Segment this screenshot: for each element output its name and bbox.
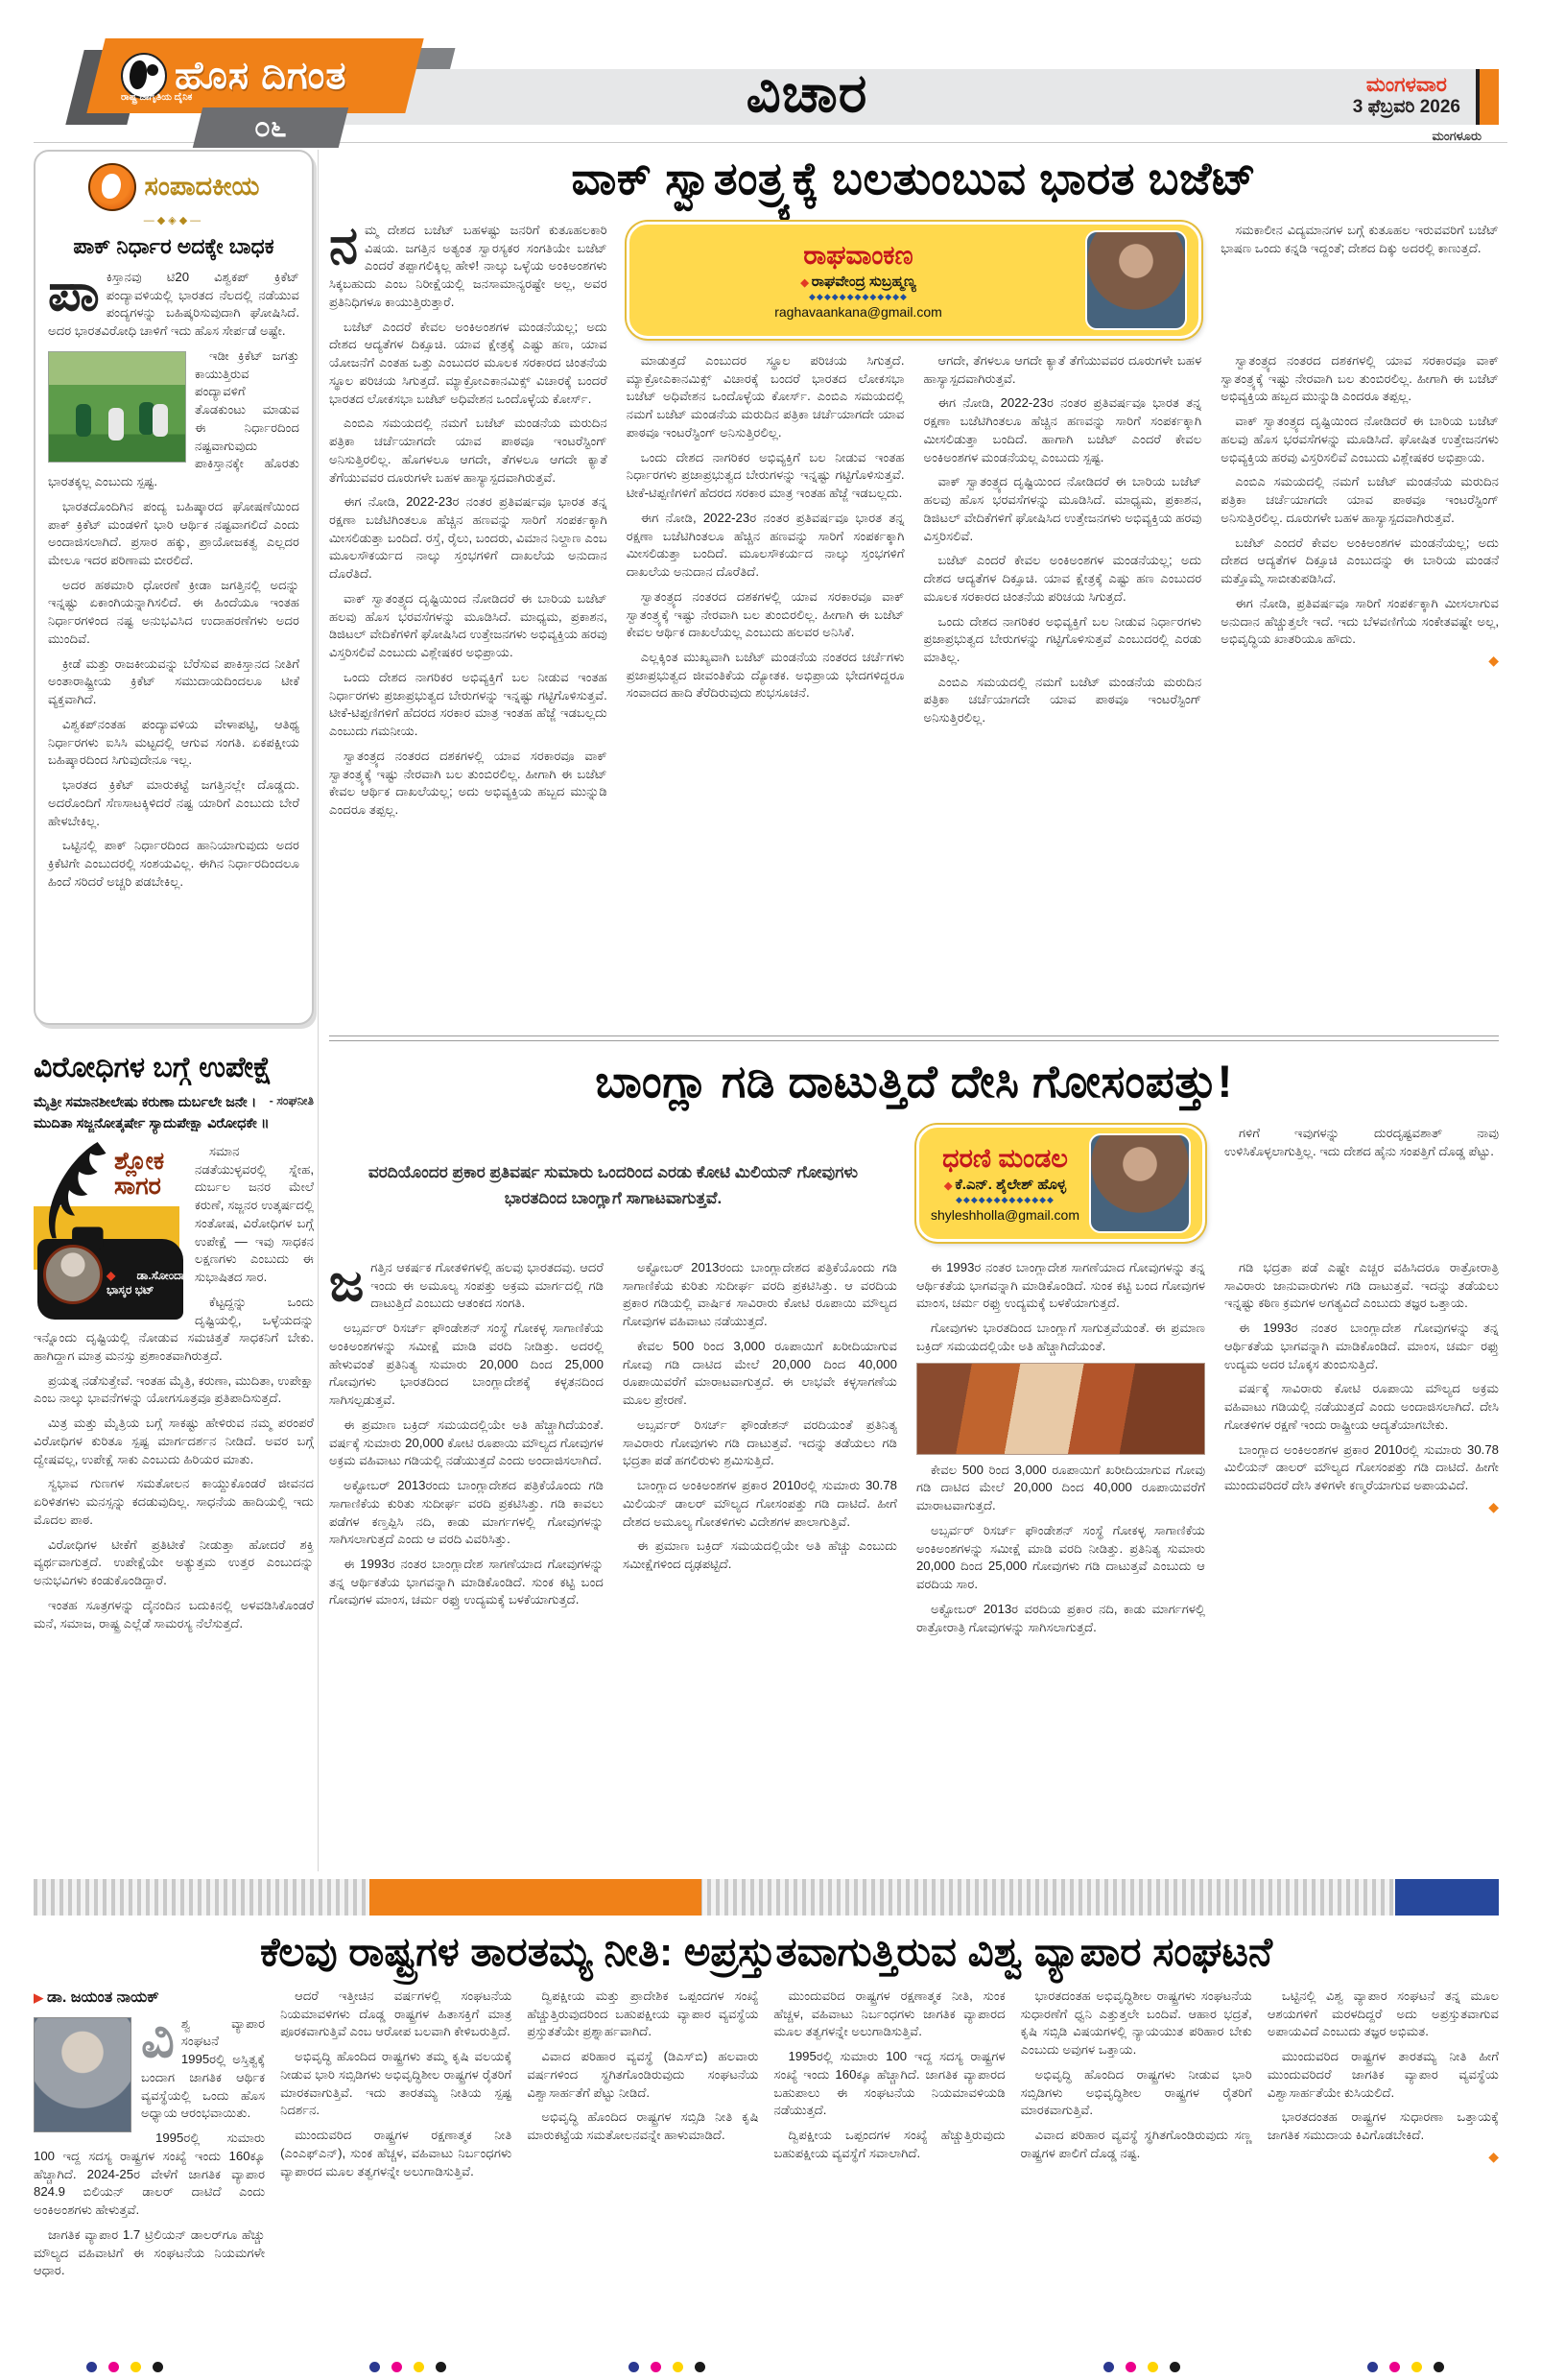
article2-col2	[623, 1259, 897, 1862]
lead-text: ಮ್ಮ ದೇಶದ ಬಜೆಟ್ ಬಹಳಷ್ಟು ಜನರಿಗೆ ಕುತೂಹಲಕಾರಿ ವಿಷಯ. ಜಗತ್ತಿನ ಅತ್ಯಂತ ಸ್ವಾರಸ್ಯಕರ ಸಂಗತಿಯೇ ಬಜೆಟ್ ಎಂದರೆ ತಪ್ಪಾಗಲಿಕ್ಕಿಲ್ಲ ಹೇಳಿ! ನಾಲ್ಕು ಒಳ್ಳೆಯ ಅಂಕಿಅಂಶಗಳು ಸಿಕ್ಕಬಹುದು ಎಂಬ ನಿರೀಕ್ಷೆಯಲ್ಲಿ ಜನಸಾಮಾನ್ಯರಷ್ಟೇ ಅಲ್ಲ, ಅವರ ಪ್ರತಿನಿಧಿಗಳೂ ಕಾಯುತ್ತಿರುತ್ತಾರೆ.	[329, 223, 607, 309]
article3-col6-paragraphs	[1268, 1987, 1499, 2145]
badge-title-line2: ಸಾಗರ	[114, 1172, 161, 1200]
columnist-name-text: ಡಾ.ಸೋಂದಾ ಭಾಸ್ಕರ ಭಟ್	[107, 1268, 185, 1297]
article3-col5	[1021, 1987, 1252, 2344]
paragraph: ಸ್ವಭಾವ ಗುಣಗಳ ಸಮತೋಲನ ಕಾಯ್ದುಕೊಂಡರೆ ಜೀವನದ ಏರಿಳಿತಗಳು ಮನಸ್ಸನ್ನು ಕದಡುವುದಿಲ್ಲ. ಸಾಧನೆಯ ಹಾದಿಯಲ್ಲಿ ಇದು ಮೊದಲ ಪಾಠ.	[34, 1476, 314, 1527]
article2-col1	[329, 1259, 604, 1862]
lead-text: ಕಿಸ್ತಾನವು ಟಿ20 ವಿಶ್ವಕಪ್ ಕ್ರಿಕೆಟ್ ಪಂದ್ಯಾವಳಿಯಲ್ಲಿ ಭಾರತದ ನೆಲದಲ್ಲಿ ನಡೆಯುವ ಪಂದ್ಯಗಳನ್ನು ಬಹಿಷ್ಕರಿಸುವುದಾಗಿ ಘೋಷಿಸಿದೆ. ಅದರ ಭಾರತವಿರೋಧಿ ಚಾಳಿಗೆ ಇದು ಹೊಸ ಸೇರ್ಪಡೆ ಅಷ್ಟೇ.	[48, 270, 299, 339]
registration-dots-group	[1103, 2362, 1180, 2372]
article2-col4-top	[1224, 1125, 1499, 1246]
bullet-icon: ◆	[800, 277, 809, 289]
article2-col4-paragraphs	[1224, 1259, 1499, 1495]
page-number-box	[193, 107, 348, 148]
registration-dot	[86, 2362, 97, 2372]
dateline-day: ಮಂಗಳವಾರ	[1365, 74, 1447, 96]
author-name	[931, 1177, 1079, 1193]
registration-dot	[108, 2362, 119, 2372]
paragraph: ವಿರೋಧಿಗಳ ಟೀಕೆಗೆ ಪ್ರತಿಟೀಕೆ ನೀಡುತ್ತಾ ಹೋದರೆ ಶಕ್ತಿ ವ್ಯರ್ಥವಾಗುತ್ತದೆ. ಉಪೇಕ್ಷೆಯೇ ಅತ್ಯುತ್ತಮ ಉತ್ತರ ಎಂಬುದನ್ನು ಅನುಭವಿಗಳು ಕಂಡುಕೊಂಡಿದ್ದಾರೆ.	[34, 1536, 314, 1588]
article1-col4-top	[1221, 222, 1499, 339]
badge-title	[114, 1149, 185, 1199]
author-name	[641, 274, 1077, 290]
paragraph: ವಾಕ್ ಸ್ವಾತಂತ್ರ್ಯದ ದೃಷ್ಟಿಯಿಂದ ನೋಡಿದರೆ ಈ ಬಾರಿಯ ಬಜೆಟ್ ಹಲವು ಹೊಸ ಭರವಸೆಗಳನ್ನು ಮೂಡಿಸಿದೆ. ಮಾಧ್ಯಮ, ಪ್ರಕಾಶನ, ಡಿಜಿಟಲ್ ವೇದಿಕೆಗಳಿಗೆ ಘೋಷಿಸಿದ ಉತ್ತೇಜನಗಳು ಅಭಿವ್ಯಕ್ತಿಯ ಹರವು ವಿಸ್ತರಿಸಲಿವೆ.	[923, 474, 1202, 543]
article2-col3-paragraphs-bottom	[916, 1462, 1205, 1637]
shloka-line-1-text: ಮೈತ್ರೀ ಸಮಾನಶೀಲೇಷು ಕರುಣಾ ದುರ್ಬಲೇ ಜನೇ ।	[34, 1095, 257, 1110]
paragraph: ಅಕ್ಟೋಬರ್ 2013ರಂದು ಬಾಂಗ್ಲಾದೇಶದ ಪತ್ರಿಕೆಯೊಂದು ಗಡಿ ಸಾಗಾಣಿಕೆಯ ಕುರಿತು ಸುದೀರ್ಘ ವರದಿ ಪ್ರಕಟಿಸಿತ್ತು. ಆ ವರದಿಯ ಪ್ರಕಾರ ಗಡಿಯಲ್ಲಿ ವಾರ್ಷಿಕ ಸಾವಿರಾರು ಕೋಟಿ ರೂಪಾಯಿ ಮೌಲ್ಯದ ಗೋವುಗಳ ವಹಿವಾಟು ನಡೆಯುತ್ತದೆ.	[622, 1260, 897, 1329]
paragraph: ಬಜೆಟ್ ಎಂದರೆ ಕೇವಲ ಅಂಕಿಅಂಶಗಳ ಮಂಡನೆಯಲ್ಲ; ಅದು ದೇಶದ ಆದ್ಯತೆಗಳ ದಿಕ್ಸೂಚಿ. ಯಾವ ಕ್ಷೇತ್ರಕ್ಕೆ ಎಷ್ಟು ಹಣ, ಯಾವ ಯೋಜನೆಗೆ ಎಂತಹ ಒತ್ತು ಎಂಬುದರ ಮೂಲಕ ಸರಕಾರದ ಚಿಂತನೆಯ ಸ್ಥೂಲ ಪರಿಚಯ ಸಿಗುತ್ತದೆ. ಮ್ಯಾಕ್ರೋಎಕಾನಮಿಕ್ಸ್ ವಿಚಾರಕ್ಕೆ ಬಂದರೆ ಭಾರತದ ಲೋಕಸಭಾ ಬಜೆಟ್ ಅಧಿವೇಶನ ಒಂದೊಳ್ಳೆಯ ಕೋರ್ಸ್.	[329, 319, 607, 406]
column-name: ರಾಘವಾಂಕಣ	[803, 241, 913, 270]
registration-dots-group	[1367, 2362, 1444, 2372]
article2-body	[329, 1125, 1499, 1862]
paragraph: ಎಂಬಿಎ ಸಮಯದಲ್ಲಿ ನಮಗೆ ಬಜೆಟ್ ಮಂಡನೆಯ ಮರುದಿನ ಪತ್ರಿಕಾ ಚರ್ಚೆಯಾಗದೇ ಯಾವ ಪಾಠವೂ ಇಂಟರೆಸ್ಟಿಂಗ್ ಅನಿಸುತ್ತಿರಲಿಲ್ಲ. ಹೊಗಳಲೂ ಆಗದೇ, ತೆಗಳಲೂ ಆಗದೇ ಕ್ಯಾತೆ ತೆಗೆಯುವವರ ದೂರುಗಳೇ ಬಹಳ ಹಾಸ್ಯಾಸ್ಪದವಾಗಿರುತ್ತವೆ.	[329, 416, 607, 485]
ornament-row: ◆◆◆◆◆◆◆◆◆◆◆◆◆	[955, 1195, 1055, 1204]
paragraph: ಎಂಬಿಎ ಸಮಯದಲ್ಲಿ ನಮಗೆ ಬಜೆಟ್ ಮಂಡನೆಯ ಮರುದಿನ ಪತ್ರಿಕಾ ಚರ್ಚೆಯಾಗದೇ ಯಾವ ಪಾಠವೂ ಇಂಟರೆಸ್ಟಿಂಗ್ ಅನಿಸುತ್ತಿರಲಿಲ್ಲ.	[923, 674, 1202, 726]
paragraph: ಸ್ವಾತಂತ್ರ್ಯದ ನಂತರದ ದಶಕಗಳಲ್ಲಿ ಯಾವ ಸರಕಾರವೂ ವಾಕ್ ಸ್ವಾತಂತ್ರ್ಯಕ್ಕೆ ಇಷ್ಟು ನೇರವಾಗಿ ಬಲ ತುಂಬಿರಲಿಲ್ಲ. ಹೀಗಾಗಿ ಈ ಬಜೆಟ್ ಅಭಿವ್ಯಕ್ತಿಯ ಹಬ್ಬದ ಮುನ್ನುಡಿ ಎಂದರೂ ತಪ್ಪಲ್ಲ.	[1221, 353, 1499, 404]
shloka-verse	[34, 1092, 314, 1135]
paragraph: ಒಂದು ದೇಶದ ನಾಗರಿಕರ ಅಭಿವ್ಯಕ್ತಿಗೆ ಬಲ ನೀಡುವ ಇಂತಹ ನಿರ್ಧಾರಗಳು ಪ್ರಜಾಪ್ರಭುತ್ವದ ಬೇರುಗಳನ್ನು ಇನ್ನಷ್ಟು ಗಟ್ಟಿಗೊಳಿಸುತ್ತವೆ. ಟೀಕೆ-ಟಿಪ್ಪಣಿಗಳಿಗೆ ಹೆದರದ ಸರಕಾರ ಮಾತ್ರ ಇಂತಹ ಹೆಜ್ಜೆ ಇಡಬಲ್ಲದು.	[626, 449, 905, 501]
quill-feather-icon	[34, 1139, 124, 1252]
article1-col1-paragraphs	[329, 319, 607, 820]
paragraph: ಈ 1993ರ ನಂತರ ಬಾಂಗ್ಲಾದೇಶ ಸಾಗಣೆಯಾದ ಗೋವುಗಳನ್ನು ತನ್ನ ಆರ್ಥಿಕತೆಯ ಭಾಗವನ್ನಾಗಿ ಮಾಡಿಕೊಂಡಿದೆ. ಸುಂಕ ಕಟ್ಟಿ ಬಂದ ಗೋವುಗಳ ಮಾಂಸ, ಚರ್ಮ ರಫ್ತು ಉದ್ಯಮಕ್ಕೆ ಬಳಕೆಯಾಗುತ್ತದೆ.	[915, 1260, 1206, 1311]
shloka-section	[34, 1052, 314, 1873]
paragraph: ಈ ಪ್ರಮಾಣ ಬಕ್ರಿದ್ ಸಮಯದಲ್ಲಿಯೇ ಅತಿ ಹೆಚ್ಚು ಎಂಬುದು ಸಮೀಕ್ಷೆಗಳಿಂದ ದೃಢಪಟ್ಟಿದೆ.	[622, 1538, 897, 1572]
article2-col3	[916, 1259, 1205, 1862]
article3-body	[34, 1987, 1499, 2344]
badge-title-line1: ಶ್ಲೋಕ	[114, 1147, 165, 1175]
article3-col4-paragraphs	[774, 1987, 1006, 2163]
article1-col1	[329, 222, 607, 1024]
article1-col4-paragraphs	[1221, 352, 1499, 649]
paragraph: ಕೆಟ್ಟದ್ದನ್ನು ಒಂದು ದೃಷ್ಟಿಯಲ್ಲಿ, ಒಳ್ಳೆಯದನ್ನು ಇನ್ನೊಂದು ದೃಷ್ಟಿಯಲ್ಲಿ ನೋಡುವ ಸಮಚಿತ್ತತೆ ಸಾಧಕನಿಗೆ ಬೇಕು. ಹಾಗಿದ್ದಾಗ ಮಾತ್ರ ಮನಸ್ಸು ಪ್ರಶಾಂತವಾಗಿರುತ್ತದೆ.	[34, 1294, 314, 1364]
registration-dot	[369, 2362, 380, 2372]
paragraph: ಮಾಡುತ್ತದೆ ಎಂಬುದರ ಸ್ಥೂಲ ಪರಿಚಯ ಸಿಗುತ್ತದೆ. ಮ್ಯಾಕ್ರೋಎಕಾನಮಿಕ್ಸ್ ವಿಚಾರಕ್ಕೆ ಬಂದರೆ ಭಾರತದ ಲೋಕಸಭಾ ಬಜೆಟ್ ಅಧಿವೇಶನ ಒಂದೊಳ್ಳೆಯ ಕೋರ್ಸ್. ಎಂಬಿಎ ಸಮಯದಲ್ಲಿ ನಮಗೆ ಬಜೆಟ್ ಮಂಡನೆಯ ಮರುದಿನ ಪತ್ರಿಕಾ ಚರ್ಚೆಯಾಗದೇ ಯಾವ ಪಾಠವೂ ಇಂಟರೆಸ್ಟಿಂಗ್ ಅನಿಸುತ್ತಿರಲಿಲ್ಲ.	[626, 353, 905, 440]
article-separator	[329, 1035, 1499, 1041]
shloka-attribution: - ಸಂಘನೀತಿ	[269, 1094, 314, 1107]
paragraph: ಕೇವಲ 500 ರಿಂದ 3,000 ರೂಪಾಯಿಗೆ ಖರೀದಿಯಾಗುವ ಗೋವು ಗಡಿ ದಾಟಿದ ಮೇಲೆ 20,000 ದಿಂದ 40,000 ರೂಪಾಯಿವರೆಗೆ ಮಾರಾಟವಾಗುತ್ತದೆ.	[915, 1462, 1206, 1513]
shloka-headline: ವಿರೋಧಿಗಳ ಬಗ್ಗೆ ಉಪೇಕ್ಷೆ	[34, 1052, 273, 1083]
paragraph: ವಾಕ್ ಸ್ವಾತಂತ್ರ್ಯದ ದೃಷ್ಟಿಯಿಂದ ನೋಡಿದರೆ ಈ ಬಾರಿಯ ಬಜೆಟ್ ಹಲವು ಹೊಸ ಭರವಸೆಗಳನ್ನು ಮೂಡಿಸಿದೆ. ಮಾಧ್ಯಮ, ಪ್ರಕಾಶನ, ಡಿಜಿಟಲ್ ವೇದಿಕೆಗಳಿಗೆ ಘೋಷಿಸಿದ ಉತ್ತೇಜನಗಳು ಅಭಿವ್ಯಕ್ತಿಯ ಹರವು ವಿಸ್ತರಿಸಲಿವೆ ಎಂಬುದು ವಿಶ್ಲೇಷಕರ ಅಭಿಪ್ರಾಯ.	[329, 590, 607, 660]
shloka-sagara-badge	[34, 1147, 185, 1320]
paragraph: ಭಾರತದೊಂದಿಗಿನ ಪಂದ್ಯ ಬಹಿಷ್ಕಾರದ ಘೋಷಣೆಯಿಂದ ಪಾಕ್ ಕ್ರಿಕೆಟ್ ಮಂಡಳಿಗೆ ಭಾರಿ ಆರ್ಥಿಕ ನಷ್ಟವಾಗಲಿದೆ ಎಂದು ಅಂದಾಜಿಸಲಾಗಿದೆ. ಪ್ರಸಾರ ಹಕ್ಕು, ಪ್ರಾಯೋಜಕತ್ವ ಎಲ್ಲದರ ಮೇಲೂ ಇದರ ಪರಿಣಾಮ ಬೀರಲಿದೆ.	[48, 498, 299, 568]
paragraph: ಈ 1993ರ ನಂತರ ಬಾಂಗ್ಲಾದೇಶ ಸಾಗಣೆಯಾದ ಗೋವುಗಳನ್ನು ತನ್ನ ಆರ್ಥಿಕತೆಯ ಭಾಗವನ್ನಾಗಿ ಮಾಡಿಕೊಂಡಿದೆ. ಸುಂಕ ಕಟ್ಟಿ ಬಂದ ಗೋವುಗಳ ಮಾಂಸ, ಚರ್ಮ ರಫ್ತು ಉದ್ಯಮಕ್ಕೆ ಬಳಕೆಯಾಗುತ್ತದೆ.	[329, 1557, 604, 1607]
paragraph: 1995ರಲ್ಲಿ ಸುಮಾರು 100 ಇದ್ದ ಸದಸ್ಯ ರಾಷ್ಟ್ರಗಳ ಸಂಖ್ಯೆ ಇಂದು 160ಕ್ಕೂ ಹೆಚ್ಚಾಗಿದೆ. 2024-25ರ ವೇಳೆಗೆ ಜಾಗತಿಕ ವ್ಯಾಪಾರ 824.9 ಬಿಲಿಯನ್ ಡಾಲರ್ ದಾಟಿದೆ ಎಂದು ಅಂಕಿಅಂಶಗಳು ಹೇಳುತ್ತವೆ.	[34, 2130, 266, 2218]
article3-col2-paragraphs	[280, 1987, 511, 2180]
paragraph: ವಿವಾದ ಪರಿಹಾರ ವ್ಯವಸ್ಥೆ (ಡಿಎಸ್‌ಬಿ) ಹಲವಾರು ವರ್ಷಗಳಿಂದ ಸ್ಥಗಿತಗೊಂಡಿರುವುದು ಸಂಘಟನೆಯ ವಿಶ್ವಾಸಾರ್ಹತೆಗೆ ಪೆಟ್ಟು ನೀಡಿದೆ.	[527, 2049, 759, 2100]
byline	[34, 1987, 265, 2010]
registration-dot	[628, 2362, 639, 2372]
article2-standfirst: ವರದಿಯೊಂದರ ಪ್ರಕಾರ ಪ್ರತಿವರ್ಷ ಸುಮಾರು ಒಂದರಿಂದ ಎರಡು ಕೋಟಿ ಮಿಲಿಯನ್ ಗೋವುಗಳು ಭಾರತದಿಂದ ಬಾಂಗ್ಲಾಗೆ ಸಾಗಾಟವಾಗುತ್ತವೆ.	[367, 1162, 859, 1207]
paragraph: ಗಡಿ ಭದ್ರತಾ ಪಡೆ ಎಷ್ಟೇ ಎಚ್ಚರ ವಹಿಸಿದರೂ ರಾತ್ರೋರಾತ್ರಿ ಸಾವಿರಾರು ಜಾನುವಾರುಗಳು ಗಡಿ ದಾಟುತ್ತವೆ. ಇದನ್ನು ತಡೆಯಲು ಇನ್ನಷ್ಟು ಕಠಿಣ ಕ್ರಮಗಳ ಅಗತ್ಯವಿದೆ ಎಂಬುದು ತಜ್ಞರ ಒತ್ತಾಯ.	[1224, 1260, 1499, 1311]
paragraph: ಮುಂದುವರಿದ ರಾಷ್ಟ್ರಗಳ ರಕ್ಷಣಾತ್ಮಕ ನೀತಿ, ಸುಂಕ ಹೆಚ್ಚಳ, ವಹಿವಾಟು ನಿರ್ಬಂಧಗಳು ಜಾಗತಿಕ ವ್ಯಾಪಾರದ ಮೂಲ ತತ್ವಗಳನ್ನೇ ಅಲುಗಾಡಿಸುತ್ತಿವೆ.	[773, 1988, 1006, 2039]
registration-dot	[130, 2362, 141, 2372]
ornament-row: ◆◆◆◆◆◆◆◆◆◆◆◆◆	[809, 292, 908, 301]
paragraph: ಸ್ವಾತಂತ್ರ್ಯದ ನಂತರದ ದಶಕಗಳಲ್ಲಿ ಯಾವ ಸರಕಾರವೂ ವಾಕ್ ಸ್ವಾತಂತ್ರ್ಯಕ್ಕೆ ಇಷ್ಟು ನೇರವಾಗಿ ಬಲ ತುಂಬಿರಲಿಲ್ಲ. ಹೀಗಾಗಿ ಈ ಬಜೆಟ್ ಕೇವಲ ಆರ್ಥಿಕ ದಾಖಲೆಯಲ್ಲ ಎಂಬುದು ಹಲವರ ಅನಿಸಿಕೆ.	[626, 588, 905, 640]
paragraph: ಈ 1993ರ ನಂತರ ಬಾಂಗ್ಲಾದೇಶ ಗೋವುಗಳನ್ನು ತನ್ನ ಆರ್ಥಿಕತೆಯ ಭಾಗವನ್ನಾಗಿ ಮಾಡಿಕೊಂಡಿದೆ. ಮಾಂಸ, ಚರ್ಮ ರಫ್ತು ಉದ್ಯಮ ಅದರ ಬೊಕ್ಕಸ ತುಂಬಿಸುತ್ತಿದೆ.	[1224, 1321, 1499, 1371]
byline-text: ಡಾ. ಜಯಂತ ನಾಯಕ್	[47, 1989, 159, 2006]
paragraph: ಬಜೆಟ್ ಎಂದರೆ ಕೇವಲ ಅಂಕಿಅಂಶಗಳ ಮಂಡನೆಯಲ್ಲ; ಅದು ದೇಶದ ಆದ್ಯತೆಗಳ ದಿಕ್ಸೂಚಿ. ಯಾವ ಕ್ಷೇತ್ರಕ್ಕೆ ಎಷ್ಟು ಹಣ ಎಂಬುದರ ಮೂಲಕ ಸರಕಾರದ ಚಿಂತನೆಯ ಪರಿಚಯ ಸಿಗುತ್ತದೆ.	[923, 553, 1202, 604]
registration-dot	[1170, 2362, 1180, 2372]
article1-col3	[924, 352, 1202, 1024]
paragraph: ಈಗ ನೋಡಿ, 2022-23ರ ನಂತರ ಪ್ರತಿವರ್ಷವೂ ಭಾರತ ತನ್ನ ರಕ್ಷಣಾ ಬಜೆಟಿಗಿಂತಲೂ ಹೆಚ್ಚಿನ ಹಣವನ್ನು ಸಾರಿಗೆ ಸಂಪರ್ಕಕ್ಕಾಗಿ ಮೀಸಲಿಡುತ್ತಾ ಬಂದಿದೆ. ಹಾಗಾಗಿ ಬಜೆಟ್ ಎಂದರೆ ಕೇವಲ ಅಂಕಿಅಂಶಗಳ ಮಂಡನೆಯಲ್ಲ ಎಂಬುದು ಸ್ಪಷ್ಟ.	[923, 395, 1202, 464]
author-photo	[1089, 1133, 1191, 1233]
article3-col3-paragraphs	[527, 1987, 758, 2145]
article2-author-card-slot	[916, 1125, 1205, 1246]
paragraph: ವರ್ಷಕ್ಕೆ ಸಾವಿರಾರು ಕೋಟಿ ರೂಪಾಯಿ ಮೌಲ್ಯದ ಅಕ್ರಮ ವಹಿವಾಟು ಗಡಿಯಲ್ಲಿ ನಡೆಯುತ್ತದೆ ಎಂದು ಅಂದಾಜಿಸಲಾಗಿದೆ. ದೇಸಿ ಗೋತಳಿಗಳ ರಕ್ಷಣೆ ಇಂದು ರಾಷ್ಟ್ರೀಯ ಆದ್ಯತೆಯಾಗಬೇಕು.	[1224, 1381, 1499, 1432]
article3-headline: ಕೆಲವು ರಾಷ್ಟ್ರಗಳ ತಾರತಮ್ಯ ನೀತಿ: ಅಪ್ರಸ್ತುತವಾಗುತ್ತಿರುವ ವಿಶ್ವ ವ್ಯಾಪಾರ ಸಂಘಟನೆ	[259, 1929, 1273, 1974]
article2-headline: ಬಾಂಗ್ಲಾ ಗಡಿ ದಾಟುತ್ತಿದೆ ದೇಸಿ ಗೋಸಂಪತ್ತು!	[595, 1056, 1233, 1107]
paragraph: ಅಬ್ಸರ್ವರ್ ರಿಸರ್ಚ್ ಫೌಂಡೇಶನ್ ಸಂಸ್ಥೆ ಗೋಕಳ್ಳ ಸಾಗಾಣಿಕೆಯ ಅಂಕಿಅಂಶಗಳನ್ನು ಸಮೀಕ್ಷೆ ಮಾಡಿ ವರದಿ ನೀಡಿತ್ತು. ಪ್ರತಿನಿತ್ಯ ಸುಮಾರು 20,000 ದಿಂದ 25,000 ಗೋವುಗಳು ಗಡಿ ದಾಟುತ್ತವೆ ಎಂಬುದು ಆ ವರದಿಯ ಸಾರ.	[915, 1522, 1206, 1592]
editorial-headline: ಪಾಕ್ ನಿರ್ಧಾರ ಅದಕ್ಕೇ ಬಾಧಕ	[73, 234, 274, 258]
article1-col4	[1221, 352, 1499, 1024]
left-column	[34, 150, 314, 1025]
article2-col4	[1224, 1259, 1499, 1862]
paragraph: ಬಾಂಗ್ಲಾದ ಅಂಕಿಅಂಶಗಳ ಪ್ರಕಾರ 2010ರಲ್ಲಿ ಸುಮಾರು 30.78 ಮಿಲಿಯನ್ ಡಾಲರ್ ಮೌಲ್ಯದ ಗೋಸಂಪತ್ತು ಗಡಿ ದಾಟಿದೆ. ಹೀಗೆ ದೇಶದ ಅಮೂಲ್ಯ ಗೋತಳಿಗಳು ವಿದೇಶಗಳ ಪಾಲಾಗುತ್ತಿವೆ.	[622, 1478, 897, 1529]
article2-col3-paragraphs-top	[916, 1259, 1205, 1356]
author-photo	[1085, 230, 1187, 330]
article3	[34, 1879, 1499, 2344]
author-name-text: ರಾಘವೇಂದ್ರ ಸುಬ್ರಹ್ಮಣ್ಯ	[811, 274, 916, 290]
paragraph: ಮುಂದುವರಿದ ರಾಷ್ಟ್ರಗಳ ರಕ್ಷಣಾತ್ಮಕ ನೀತಿ (ಎಂಎಫ್ಎನ್), ಸುಂಕ ಹೆಚ್ಚಳ, ವಹಿವಾಟು ನಿರ್ಬಂಧಗಳು ವ್ಯಾಪಾರದ ಮೂಲ ತತ್ವಗಳನ್ನೇ ಅಲುಗಾಡಿಸುತ್ತಿವೆ.	[280, 2128, 512, 2178]
article1-headline: ವಾಕ್ ಸ್ವಾತಂತ್ರ್ಯಕ್ಕೆ ಬಲತುಂಬುವ ಭಾರತ ಬಜೆಟ್	[571, 153, 1257, 203]
paragraph: ಎಂಬಿಎ ಸಮಯದಲ್ಲಿ ನಮಗೆ ಬಜೆಟ್ ಮಂಡನೆಯ ಮರುದಿನ ಪತ್ರಿಕಾ ಚರ್ಚೆಯಾಗದೇ ಯಾವ ಪಾಠವೂ ಇಂಟರೆಸ್ಟಿಂಗ್ ಅನಿಸುತ್ತಿರಲಿಲ್ಲ. ದೂರುಗಳೇ ಬಹಳ ಹಾಸ್ಯಾಸ್ಪದವಾಗಿರುತ್ತವೆ.	[1221, 474, 1499, 525]
end-of-article-icon: ◆	[1488, 653, 1499, 669]
paragraph: ಈಗ ನೋಡಿ, ಪ್ರತಿವರ್ಷವೂ ಸಾರಿಗೆ ಸಂಪರ್ಕಕ್ಕಾಗಿ ಮೀಸಲಾಗುವ ಅನುದಾನ ಹೆಚ್ಚುತ್ತಲೇ ಇದೆ. ಇದು ಬೆಳವಣಿಗೆಯ ಸಂಕೇತವಷ್ಟೇ ಅಲ್ಲ, ಅಭಿವೃದ್ಧಿಯ ಖಾತರಿಯೂ ಹೌದು.	[1221, 595, 1499, 647]
paragraph: ಪ್ರಯತ್ನ ನಡೆಸುತ್ತೇವೆ. ಇಂತಹ ಮೈತ್ರಿ, ಕರುಣಾ, ಮುದಿತಾ, ಉಪೇಕ್ಷಾ ಎಂಬ ನಾಲ್ಕು ಭಾವನೆಗಳನ್ನು ಯೋಗಸೂತ್ರವೂ ಪ್ರತಿಪಾದಿಸುತ್ತದೆ.	[34, 1372, 314, 1406]
paragraph: ಅಕ್ಟೋಬರ್ 2013ರಂದು ಬಾಂಗ್ಲಾದೇಶದ ಪತ್ರಿಕೆಯೊಂದು ಗಡಿ ಸಾಗಾಣಿಕೆಯ ಕುರಿತು ಸುದೀರ್ಘ ವರದಿ ಪ್ರಕಟಿಸಿತ್ತು. ಗಡಿ ಕಾವಲು ಪಡೆಗಳ ಕಣ್ತಪ್ಪಿಸಿ ನದಿ, ಕಾಡು ಮಾರ್ಗಗಳಲ್ಲಿ ಗೋವುಗಳನ್ನು ಸಾಗಿಸಲಾಗುತ್ತದೆ ಎಂದು ಆ ವರದಿ ವಿವರಿಸಿತ್ತು.	[329, 1478, 604, 1547]
registration-dot	[436, 2362, 446, 2372]
newspaper-tagline: ರಾಷ್ಟ್ರ ಜಾಗೃತಿಯ ದೈನಿಕ	[121, 92, 193, 103]
author-card	[916, 1125, 1205, 1242]
registration-dots-group	[86, 2362, 163, 2372]
registration-dot	[414, 2362, 424, 2372]
strip-accent-tab	[1476, 69, 1499, 125]
ornament-divider: —◆◈◆—	[143, 215, 204, 226]
paragraph: ಗೋವುಗಳು ಭಾರತದಿಂದ ಬಾಂಗ್ಲಾಗೆ ಸಾಗುತ್ತವೆಯಂತೆ. ಈ ಪ್ರಮಾಣ ಬಕ್ರಿದ್ ಸಮಯದಲ್ಲಿಯೇ ಅತಿ ಹೆಚ್ಚಾಗಿದೆಯಂತೆ.	[915, 1321, 1206, 1353]
paragraph: ವಿಶ್ವಕಪ್‌ನಂತಹ ಪಂದ್ಯಾವಳಿಯ ವೇಳಾಪಟ್ಟಿ, ಆತಿಥ್ಯ ನಿರ್ಧಾರಗಳು ಐಸಿಸಿ ಮಟ್ಟದಲ್ಲಿ ಆಗುವ ಸಂಗತಿ. ಏಕಪಕ್ಷೀಯ ಬಹಿಷ್ಕಾರದಿಂದ ಸಿಗುವುದೇನೂ ಇಲ್ಲ.	[48, 716, 299, 768]
paragraph: ದ್ವಿಪಕ್ಷೀಯ ಒಪ್ಪಂದಗಳ ಸಂಖ್ಯೆ ಹೆಚ್ಚುತ್ತಿರುವುದು ಬಹುಪಕ್ಷೀಯ ವ್ಯವಸ್ಥೆಗೆ ಸವಾಲಾಗಿದೆ.	[773, 2128, 1006, 2160]
dateline-date: 3 ಫೆಬ್ರವರಿ 2026	[1352, 97, 1460, 118]
paragraph	[48, 264, 299, 341]
editorial-logo-icon	[88, 163, 136, 211]
author-card-info	[641, 241, 1077, 320]
author-name-text: ಕೆ.ಎನ್. ಶೈಲೇಶ್ ಹೊಳ್ಳ	[955, 1177, 1066, 1193]
paragraph: ಮಿತ್ರ ಮತ್ತು ಮೈತ್ರಿಯ ಬಗ್ಗೆ ಸಾಕಷ್ಟು ಹೇಳಿರುವ ನಮ್ಮ ಪರಂಪರೆ ವಿರೋಧಿಗಳ ಕುರಿತೂ ಸ್ಪಷ್ಟ ಮಾರ್ಗದರ್ಶನ ನೀಡಿದೆ. ಅವರ ಬಗ್ಗೆ ದ್ವೇಷವಲ್ಲ, ಉಪೇಕ್ಷೆ ಸಾಕು ಎಂಬುದು ಹಿರಿಯರ ಮಾತು.	[34, 1416, 314, 1466]
cricket-match-photo	[48, 351, 186, 463]
paragraph: ಗಳಿಗೆ ಇವುಗಳನ್ನು ದುರದೃಷ್ಟವಶಾತ್ ನಾವು ಉಳಿಸಿಕೊಳ್ಳಲಾಗುತ್ತಿಲ್ಲ. ಇದು ದೇಶದ ಹೈನು ಸಂಪತ್ತಿಗೆ ದೊಡ್ಡ ಪೆಟ್ಟು.	[1224, 1126, 1499, 1158]
shloka-line-1	[34, 1092, 314, 1113]
columnist-photo	[43, 1245, 103, 1304]
article3-col6	[1268, 1987, 1499, 2344]
registration-dot	[1389, 2362, 1400, 2372]
lead-text: ಗತ್ತಿನ ಆಕರ್ಷಕ ಗೋತಳಿಗಳಲ್ಲಿ ಹಲವು ಭಾರತದವು. ಆದರೆ ಇಂದು ಈ ಅಮೂಲ್ಯ ಸಂಪತ್ತು ಅಕ್ರಮ ಮಾರ್ಗದಲ್ಲಿ ಗಡಿ ದಾಟುತ್ತಿದೆ ಎಂಬುದು ಆತಂಕದ ಸಂಗತಿ.	[370, 1260, 604, 1311]
paragraph: ಅದರ ಹಠಮಾರಿ ಧೋರಣೆ ಕ್ರೀಡಾ ಜಗತ್ತಿನಲ್ಲಿ ಅದನ್ನು ಇನ್ನಷ್ಟು ಏಕಾಂಗಿಯನ್ನಾಗಿಸಲಿದೆ. ಈ ಹಿಂದೆಯೂ ಇಂತಹ ನಿರ್ಧಾರಗಳಿಂದ ನಷ್ಟ ಅನುಭವಿಸಿದ ಉದಾಹರಣೆಗಳು ಅದರ ಮುಂದಿವೆ.	[48, 577, 299, 646]
article1-body	[329, 222, 1499, 1024]
registration-dot	[153, 2362, 163, 2372]
paragraph: 1995ರಲ್ಲಿ ಸುಮಾರು 100 ಇದ್ದ ಸದಸ್ಯ ರಾಷ್ಟ್ರಗಳ ಸಂಖ್ಯೆ ಇಂದು 160ಕ್ಕೂ ಹೆಚ್ಚಾಗಿದೆ. ಜಾಗತಿಕ ವ್ಯಾಪಾರದ ಬಹುಪಾಲು ಈ ಸಂಘಟನೆಯ ನಿಯಮಾವಳಿಯಡಿ ನಡೆಯುತ್ತದೆ.	[773, 2049, 1006, 2118]
main-column	[329, 150, 1499, 1862]
bullet-icon: ◆	[107, 1268, 135, 1282]
article1-col3-paragraphs	[924, 352, 1202, 727]
paragraph	[329, 222, 607, 312]
article3-col2	[280, 1987, 511, 2344]
article2-col4-top-paragraphs	[1224, 1125, 1499, 1160]
author-card-info	[931, 1144, 1079, 1223]
article2-col1-paragraphs	[329, 1320, 604, 1609]
registration-dots-group	[369, 2362, 446, 2372]
registration-dots-group	[628, 2362, 705, 2372]
paragraph: ಕ್ರೀಡೆ ಮತ್ತು ರಾಜಕೀಯವನ್ನು ಬೆರೆಸುವ ಪಾಕಿಸ್ತಾನದ ನೀತಿಗೆ ಅಂತಾರಾಷ್ಟ್ರೀಯ ಕ್ರಿಕೆಟ್ ಸಮುದಾಯದಿಂದಲೂ ಟೀಕೆ ವ್ಯಕ್ತವಾಗಿದೆ.	[48, 655, 299, 707]
paragraph: ಭಾರತದಂತಹ ರಾಷ್ಟ್ರಗಳ ಸುಧಾರಣಾ ಒತ್ತಾಯಕ್ಕೆ ಜಾಗತಿಕ ಸಮುದಾಯ ಕಿವಿಗೊಡಬೇಕಿದೆ.	[1267, 2109, 1499, 2143]
shloka-line-2: ಮುದಿತಾ ಸಜ್ಜನೋತ್ಕರ್ಷೇ ಸ್ಯಾದುಪೇಕ್ಷಾ ವಿರೋಧಕೇ ॥	[34, 1116, 270, 1132]
paragraph: ಇಡೀ ಕ್ರಿಕೆಟ್ ಜಗತ್ತು ಕಾಯುತ್ತಿರುವ ಪಂದ್ಯಾವಳಿಗೆ ತೊಡಕುಂಟು ಮಾಡುವ ಈ ನಿರ್ಧಾರದಿಂದ ನಷ್ಟವಾಗುವುದು ಪಾಕಿಸ್ತಾನಕ್ಕೇ ಹೊರತು ಭಾರತಕ್ಕಲ್ಲ ಎಂಬುದು ಸ್ಪಷ್ಟ.	[48, 347, 299, 489]
article3-col4	[774, 1987, 1006, 2344]
paragraph: ಆಗದೇ, ತೆಗಳಲೂ ಆಗದೇ ಕ್ಯಾತೆ ತೆಗೆಯುವವರ ದೂರುಗಳೇ ಬಹಳ ಹಾಸ್ಯಾಸ್ಪದವಾಗಿರುತ್ತವೆ.	[923, 353, 1202, 386]
shloka-body	[34, 1143, 314, 1632]
paragraph: ಅಬ್ಸರ್ವರ್ ರಿಸರ್ಚ್ ಫೌಂಡೇಶನ್ ವರದಿಯಂತೆ ಪ್ರತಿನಿತ್ಯ ಸಾವಿರಾರು ಗೋವುಗಳು ಗಡಿ ದಾಟುತ್ತವೆ. ಇದನ್ನು ತಡೆಯಲು ಗಡಿ ಭದ್ರತಾ ಪಡೆ ಹಗಲಿರುಳು ಶ್ರಮಿಸುತ್ತಿದೆ.	[622, 1416, 897, 1468]
paragraph: ವಿವಾದ ಪರಿಹಾರ ವ್ಯವಸ್ಥೆ ಸ್ಥಗಿತಗೊಂಡಿರುವುದು ಸಣ್ಣ ರಾಷ್ಟ್ರಗಳ ಪಾಲಿಗೆ ದೊಡ್ಡ ನಷ್ಟ.	[1020, 2128, 1252, 2160]
paragraph	[329, 1259, 604, 1313]
paragraph: ಜಾಗತಿಕ ವ್ಯಾಪಾರ 1.7 ಟ್ರಿಲಿಯನ್ ಡಾಲರ್‌ಗೂ ಹೆಚ್ಚು ಮೌಲ್ಯದ ವಹಿವಾಟಿಗೆ ಈ ಸಂಘಟನೆಯ ನಿಯಮಗಳೇ ಆಧಾರ.	[34, 2226, 266, 2278]
paragraph: ಅಭಿವೃದ್ಧಿ ಹೊಂದಿದ ರಾಷ್ಟ್ರಗಳು ನೀಡುವ ಭಾರಿ ಸಬ್ಸಿಡಿಗಳು ಅಭಿವೃದ್ಧಿಶೀಲ ರಾಷ್ಟ್ರಗಳ ರೈತರಿಗೆ ಮಾರಕವಾಗುತ್ತಿವೆ.	[1020, 2066, 1252, 2118]
editorial-body	[48, 264, 299, 892]
bar-orange-segment	[369, 1879, 701, 1916]
registration-dot	[695, 2362, 705, 2372]
registration-dot	[1103, 2362, 1114, 2372]
decorative-striped-bar	[34, 1879, 1499, 1916]
registration-dot	[673, 2362, 683, 2372]
paragraph: ಬಾಂಗ್ಲಾದ ಅಂಕಿಅಂಶಗಳ ಪ್ರಕಾರ 2010ರಲ್ಲಿ ಸುಮಾರು 30.78 ಮಿಲಿಯನ್ ಡಾಲರ್ ಮೌಲ್ಯದ ಗೋಸಂಪತ್ತು ಗಡಿ ದಾಟಿದೆ. ಹೀಗೇ ಮುಂದುವರಿದರೆ ದೇಸಿ ತಳಿಗಳೇ ಕಣ್ಮರೆಯಾಗುವ ಅಪಾಯವಿದೆ.	[1224, 1441, 1499, 1493]
paragraph: ಮುಂದುವರಿದ ರಾಷ್ಟ್ರಗಳ ತಾರತಮ್ಯ ನೀತಿ ಹೀಗೆ ಮುಂದುವರಿದರೆ ಜಾಗತಿಕ ವ್ಯಾಪಾರ ವ್ಯವಸ್ಥೆಯ ವಿಶ್ವಾಸಾರ್ಹತೆಯೇ ಕುಸಿಯಲಿದೆ.	[1267, 2049, 1499, 2100]
drop-cap: ಪಾ	[48, 264, 100, 321]
article3-col1-paragraphs	[34, 2130, 265, 2280]
registration-dot	[1411, 2362, 1422, 2372]
paragraph: ಒಟ್ಟಿನಲ್ಲಿ ಪಾಕ್ ನಿರ್ಧಾರದಿಂದ ಹಾನಿಯಾಗುವುದು ಅದರ ಕ್ರಿಕೆಟಿಗೇ ಎಂಬುದರಲ್ಲಿ ಸಂಶಯವಿಲ್ಲ. ಈಗಿನ ನಿರ್ಧಾರದಿಂದಲೂ ಹಿಂದೆ ಸರಿದರೆ ಅಚ್ಚರಿ ಪಡಬೇಕಿಲ್ಲ.	[48, 838, 299, 889]
paragraph: ಸಮಕಾಲೀನ ವಿದ್ಯಮಾನಗಳ ಬಗ್ಗೆ ಕುತೂಹಲ ಇರುವವರಿಗೆ ಬಜೆಟ್ ಭಾಷಣ ಒಂದು ಕನ್ನಡಿ ಇದ್ದಂತೆ; ದೇಶದ ದಿಕ್ಕು ಅದರಲ್ಲಿ ಕಾಣುತ್ತದೆ.	[1221, 223, 1499, 255]
paragraph: ಒಟ್ಟಿನಲ್ಲಿ ವಿಶ್ವ ವ್ಯಾಪಾರ ಸಂಘಟನೆ ತನ್ನ ಮೂಲ ಆಶಯಗಳಿಗೆ ಮರಳದಿದ್ದರೆ ಅದು ಅಪ್ರಸ್ತುತವಾಗುವ ಅಪಾಯವಿದೆ ಎಂಬುದು ತಜ್ಞರ ಅಭಿಮತ.	[1267, 1988, 1499, 2039]
article1-author-card-slot	[627, 222, 1202, 339]
page-number: ೦೬	[254, 111, 287, 143]
paragraph: ಬಜೆಟ್ ಎಂದರೆ ಕೇವಲ ಅಂಕಿಅಂಶಗಳ ಮಂಡನೆಯಲ್ಲ; ಅದು ದೇಶದ ಆದ್ಯತೆಗಳ ದಿಕ್ಸೂಚಿ ಎಂಬುದನ್ನು ಈ ಬಾರಿಯ ಮಂಡನೆ ಮತ್ತೊಮ್ಮೆ ಸಾಬೀತುಪಡಿಸಿದೆ.	[1221, 535, 1499, 586]
cattle-photo	[916, 1363, 1205, 1455]
article3-col3	[527, 1987, 758, 2344]
paragraph: ದ್ವಿಪಕ್ಷೀಯ ಮತ್ತು ಪ್ರಾದೇಶಿಕ ಒಪ್ಪಂದಗಳ ಸಂಖ್ಯೆ ಹೆಚ್ಚುತ್ತಿರುವುದರಿಂದ ಬಹುಪಕ್ಷೀಯ ವ್ಯಾಪಾರ ವ್ಯವಸ್ಥೆಯ ಪ್ರಸ್ತುತತೆಯೇ ಪ್ರಶ್ನಾರ್ಹವಾಗಿದೆ.	[527, 1988, 759, 2039]
drop-cap: ಜ	[329, 1259, 365, 1312]
newspaper-title: ಹೊಸ ದಿಗಂತ	[175, 54, 347, 97]
paragraph: ಸ್ವಾತಂತ್ರ್ಯದ ನಂತರದ ದಶಕಗಳಲ್ಲಿ ಯಾವ ಸರಕಾರವೂ ವಾಕ್ ಸ್ವಾತಂತ್ರ್ಯಕ್ಕೆ ಇಷ್ಟು ನೇರವಾಗಿ ಬಲ ತುಂಬಿರಲಿಲ್ಲ. ಹೀಗಾಗಿ ಈ ಬಜೆಟ್ ಕೇವಲ ಆರ್ಥಿಕ ದಾಖಲೆಯಲ್ಲ; ಅದು ಅಭಿವ್ಯಕ್ತಿಯ ಹಬ್ಬದ ಮುನ್ನುಡಿ ಎಂದರೂ ತಪ್ಪಲ್ಲ.	[329, 748, 607, 818]
author-card	[627, 222, 1202, 339]
paragraph: ಎಲ್ಲಕ್ಕಿಂತ ಮುಖ್ಯವಾಗಿ ಬಜೆಟ್ ಮಂಡನೆಯ ನಂತರದ ಚರ್ಚೆಗಳು ಪ್ರಜಾಪ್ರಭುತ್ವದ ಜೀವಂತಿಕೆಯ ದ್ಯೋತಕ. ಅಭಿಪ್ರಾಯ ಭೇದಗಳಿದ್ದರೂ ಸಂವಾದದ ಹಾದಿ ತೆರೆದಿರುವುದು ಶುಭಸೂಚನೆ.	[626, 650, 905, 701]
dateline-city: ಮಂಗಳೂರು	[1432, 129, 1482, 143]
end-of-article-icon: ◆	[1488, 2148, 1499, 2164]
article3-col1	[34, 1987, 265, 2344]
paragraph: ಭಾರತದಂತಹ ಅಭಿವೃದ್ಧಿಶೀಲ ರಾಷ್ಟ್ರಗಳು ಸಂಘಟನೆಯ ಸುಧಾರಣೆಗೆ ಧ್ವನಿ ಎತ್ತುತ್ತಲೇ ಬಂದಿವೆ. ಆಹಾರ ಭದ್ರತೆ, ಕೃಷಿ ಸಬ್ಸಿಡಿ ವಿಷಯಗಳಲ್ಲಿ ನ್ಯಾಯಯುತ ಪರಿಹಾರ ಬೇಕು ಎಂಬುದು ಅವುಗಳ ಒತ್ತಾಯ.	[1020, 1988, 1252, 2058]
bar-blue-segment	[1395, 1879, 1499, 1916]
registration-dot	[1148, 2362, 1158, 2372]
article1-col2	[627, 352, 905, 1024]
registration-dot	[391, 2362, 402, 2372]
paragraph: ಒಂದು ದೇಶದ ನಾಗರಿಕರ ಅಭಿವ್ಯಕ್ತಿಗೆ ಬಲ ನೀಡುವ ನಿರ್ಧಾರಗಳು ಪ್ರಜಾಪ್ರಭುತ್ವದ ಬೇರುಗಳನ್ನು ಗಟ್ಟಿಗೊಳಿಸುತ್ತವೆ ಎಂಬುದರಲ್ಲಿ ಎರಡು ಮಾತಿಲ್ಲ.	[923, 613, 1202, 665]
paragraph: ಒಂದು ದೇಶದ ನಾಗರಿಕರ ಅಭಿವ್ಯಕ್ತಿಗೆ ಬಲ ನೀಡುವ ಇಂತಹ ನಿರ್ಧಾರಗಳು ಪ್ರಜಾಪ್ರಭುತ್ವದ ಬೇರುಗಳನ್ನು ಇನ್ನಷ್ಟು ಗಟ್ಟಿಗೊಳಿಸುತ್ತವೆ. ಟೀಕೆ-ಟಿಪ್ಪಣಿಗಳಿಗೆ ಹೆದರದ ಸರಕಾರ ಮಾತ್ರ ಇಂತಹ ಹೆಜ್ಜೆ ಇಡಬಲ್ಲದು ಎಂಬುದು ಗಮನೀಯ.	[329, 669, 607, 739]
article1-col2-paragraphs	[627, 352, 905, 702]
author-email[interactable]: shyleshholla@gmail.com	[930, 1207, 1080, 1223]
editorial-card	[34, 150, 314, 1025]
author-email[interactable]: raghavaankana@gmail.com	[774, 304, 942, 320]
drop-cap: ನ	[329, 222, 359, 274]
end-of-article-icon: ◆	[1488, 1498, 1499, 1514]
paragraph: ಭಾರತದ ಕ್ರಿಕೆಟ್ ಮಾರುಕಟ್ಟೆ ಜಗತ್ತಿನಲ್ಲೇ ದೊಡ್ಡದು. ಅದರೊಂದಿಗೆ ಸೆಣಸಾಟಕ್ಕಿಳಿದರೆ ನಷ್ಟ ಯಾರಿಗೆ ಎಂಬುದು ಬೇರೆ ಹೇಳಬೇಕಿಲ್ಲ.	[48, 777, 299, 828]
lead-text: ಶ್ವ ವ್ಯಾಪಾರ ಸಂಘಟನೆ 1995ರಲ್ಲಿ ಅಸ್ತಿತ್ವಕ್ಕೆ ಬಂದಾಗ ಜಾಗತಿಕ ಆರ್ಥಿಕ ವ್ಯವಸ್ಥೆಯಲ್ಲಿ ಒಂದು ಹೊಸ ಅಧ್ಯಾಯ ಆರಂಭವಾಯಿತು.	[141, 2015, 266, 2121]
editorial-section-label: ಸಂಪಾದಕೀಯ	[144, 172, 260, 201]
registration-dot	[1367, 2362, 1378, 2372]
paragraph: ಈಗ ನೋಡಿ, 2022-23ರ ನಂತರ ಪ್ರತಿವರ್ಷವೂ ಭಾರತ ತನ್ನ ರಕ್ಷಣಾ ಬಜೆಟಿಗಿಂತಲೂ ಹೆಚ್ಚಿನ ಹಣವನ್ನು ಸಾರಿಗೆ ಸಂಪರ್ಕಕ್ಕಾಗಿ ಮೀಸಲಿಡುತ್ತಾ ಬಂದಿದೆ. ರಸ್ತೆ, ರೈಲು, ಬಂದರು, ವಿಮಾನ ನಿಲ್ದಾಣ ಎಂಬ ಮೂಲಸೌಕರ್ಯದ ನಾಲ್ಕು ಸ್ತಂಭಗಳಿಗೆ ದಾಖಲೆಯ ಅನುದಾನ ದೊರೆತಿದೆ.	[329, 494, 607, 582]
paragraph: ಅಭಿವೃದ್ಧಿ ಹೊಂದಿದ ರಾಷ್ಟ್ರಗಳು ತಮ್ಮ ಕೃಷಿ ವಲಯಕ್ಕೆ ನೀಡುವ ಭಾರಿ ಸಬ್ಸಿಡಿಗಳು ಅಭಿವೃದ್ಧಿಶೀಲ ರಾಷ್ಟ್ರಗಳ ರೈತರಿಗೆ ಮಾರಕವಾಗುತ್ತಿವೆ. ಇದು ತಾರತಮ್ಯ ನೀತಿಯ ಸ್ಪಷ್ಟ ನಿದರ್ಶನ.	[280, 2049, 512, 2118]
registration-dot	[651, 2362, 661, 2372]
column-name: ಧರಣಿ ಮಂಡಲ	[942, 1144, 1068, 1173]
paragraph: ಅಭಿವೃದ್ಧಿ ಹೊಂದಿದ ರಾಷ್ಟ್ರಗಳ ಸಬ್ಸಿಡಿ ನೀತಿ ಕೃಷಿ ಮಾರುಕಟ್ಟೆಯ ಸಮತೋಲನವನ್ನೇ ಹಾಳುಮಾಡಿದೆ.	[527, 2109, 759, 2143]
paragraph: ಅಬ್ಸರ್ವರ್ ರಿಸರ್ಚ್ ಫೌಂಡೇಶನ್ ಸಂಸ್ಥೆ ಗೋಕಳ್ಳ ಸಾಗಾಣಿಕೆಯ ಅಂಕಿಅಂಶಗಳನ್ನು ಸಮೀಕ್ಷೆ ಮಾಡಿ ವರದಿ ನೀಡಿತ್ತು. ಅದರಲ್ಲಿ ಹೇಳುವಂತೆ ಪ್ರತಿನಿತ್ಯ ಸುಮಾರು 20,000 ದಿಂದ 25,000 ಗೋವುಗಳು ಭಾರತದಿಂದ ಬಾಂಗ್ಲಾದೇಶಕ್ಕೆ ಕಳ್ಳತನದಿಂದ ಸಾಗಿಸಲ್ಪಡುತ್ತವೆ.	[329, 1321, 604, 1408]
dateline	[1353, 73, 1460, 119]
column-divider	[318, 150, 319, 1871]
drop-cap: ವಿ	[141, 2010, 175, 2068]
author-photo	[34, 2017, 131, 2132]
columnist-name	[107, 1269, 185, 1298]
registration-dot	[1126, 2362, 1136, 2372]
paragraph: ಆದರೆ ಇತ್ತೀಚಿನ ವರ್ಷಗಳಲ್ಲಿ ಸಂಘಟನೆಯ ನಿಯಮಾವಳಿಗಳು ದೊಡ್ಡ ರಾಷ್ಟ್ರಗಳ ಹಿತಾಸಕ್ತಿಗೆ ಮಾತ್ರ ಪೂರಕವಾಗುತ್ತಿವೆ ಎಂಬ ಆರೋಪ ಬಲವಾಗಿ ಕೇಳಿಬರುತ್ತಿದೆ.	[280, 1988, 512, 2039]
registration-dot	[1434, 2362, 1444, 2372]
byline-arrow-icon: ▶	[34, 1990, 43, 2005]
article1-col4-top-paragraphs	[1221, 222, 1499, 257]
paragraph: ಈಗ ನೋಡಿ, 2022-23ರ ನಂತರ ಪ್ರತಿವರ್ಷವೂ ಭಾರತ ತನ್ನ ರಕ್ಷಣಾ ಬಜೆಟಿಗಿಂತಲೂ ಹೆಚ್ಚಿನ ಹಣವನ್ನು ಸಾರಿಗೆ ಸಂಪರ್ಕಕ್ಕಾಗಿ ಮೀಸಲಿಡುತ್ತಾ ಬಂದಿದೆ. ಮೂಲಸೌಕರ್ಯದ ನಾಲ್ಕು ಸ್ತಂಭಗಳಿಗೆ ದಾಖಲೆಯ ಅನುದಾನ ದೊರೆತಿದೆ.	[626, 510, 905, 580]
section-title: ವಿಚಾರ	[746, 62, 868, 123]
paragraph: ವಾಕ್ ಸ್ವಾತಂತ್ರ್ಯದ ದೃಷ್ಟಿಯಿಂದ ನೋಡಿದರೆ ಈ ಬಾರಿಯ ಬಜೆಟ್ ಹಲವು ಹೊಸ ಭರವಸೆಗಳನ್ನು ಮೂಡಿಸಿದೆ. ಘೋಷಿತ ಉತ್ತೇಜನಗಳು ಅಭಿವ್ಯಕ್ತಿಯ ಹರವು ವಿಸ್ತರಿಸಲಿವೆ ಎಂಬುದು ವಿಶ್ಲೇಷಕರ ಅಭಿಪ್ರಾಯ.	[1221, 414, 1499, 464]
paragraph: ಸಮಾನ ನಡತೆಯುಳ್ಳವರಲ್ಲಿ ಸ್ನೇಹ, ದುರ್ಬಲ ಜನರ ಮೇಲೆ ಕರುಣೆ, ಸಜ್ಜನರ ಉತ್ಕರ್ಷದಲ್ಲಿ ಸಂತೋಷ, ವಿರೋಧಿಗಳ ಬಗ್ಗೆ ಉಪೇಕ್ಷೆ — ಇವು ಸಾಧಕನ ಲಕ್ಷಣಗಳು ಎಂಬುದು ಈ ಸುಭಾಷಿತದ ಸಾರ.	[195, 1143, 314, 1285]
editorial-header	[48, 163, 299, 211]
paragraph: ಇಂತಹ ಸೂತ್ರಗಳನ್ನು ದೈನಂದಿನ ಬದುಕಿನಲ್ಲಿ ಅಳವಡಿಸಿಕೊಂಡರೆ ಮನೆ, ಸಮಾಜ, ರಾಷ್ಟ್ರ ಎಲ್ಲೆಡೆ ಸಾಮರಸ್ಯ ನೆಲೆಸುತ್ತದೆ.	[34, 1597, 314, 1630]
article2-col2-paragraphs	[623, 1259, 897, 1574]
bullet-icon: ◆	[943, 1180, 953, 1192]
article3-col5-paragraphs	[1021, 1987, 1252, 2163]
section-strip	[317, 62, 1499, 125]
paragraph: ಈ ಪ್ರಮಾಣ ಬಕ್ರಿದ್ ಸಮಯದಲ್ಲಿಯೇ ಅತಿ ಹೆಚ್ಚಾಗಿದೆಯಂತೆ. ವರ್ಷಕ್ಕೆ ಸುಮಾರು 20,000 ಕೋಟಿ ರೂಪಾಯಿ ಮೌಲ್ಯದ ಗೋವುಗಳ ಅಕ್ರಮ ವಹಿವಾಟು ಗಡಿಯಲ್ಲಿ ನಡೆಯುತ್ತದೆ ಎಂದು ಅಂದಾಜಿಸಲಾಗಿದೆ.	[329, 1416, 604, 1468]
paragraph: ಅಕ್ಟೋಬರ್ 2013ರ ವರದಿಯ ಪ್ರಕಾರ ನದಿ, ಕಾಡು ಮಾರ್ಗಗಳಲ್ಲಿ ರಾತ್ರೋರಾತ್ರಿ ಗೋವುಗಳನ್ನು ಸಾಗಿಸಲಾಗುತ್ತದೆ.	[915, 1601, 1206, 1634]
paragraph: ಕೇವಲ 500 ರಿಂದ 3,000 ರೂಪಾಯಿಗೆ ಖರೀದಿಯಾಗುವ ಗೋವು ಗಡಿ ದಾಟಿದ ಮೇಲೆ 20,000 ದಿಂದ 40,000 ರೂಪಾಯಿವರೆಗೆ ಮಾರಾಟವಾಗುತ್ತದೆ. ಈ ಲಾಭವೇ ಕಳ್ಳಸಾಗಣೆಯ ಮೂಲ ಪ್ರೇರಣೆ.	[622, 1338, 897, 1408]
